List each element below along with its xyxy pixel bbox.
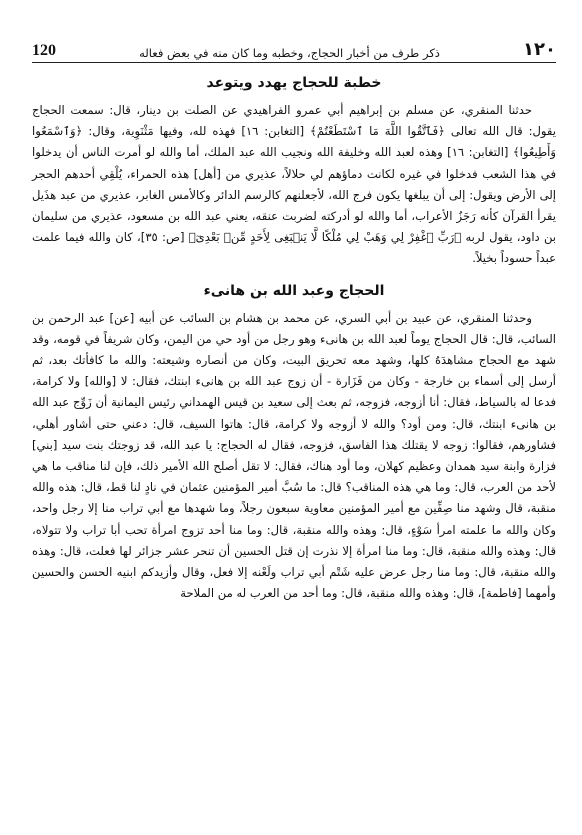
page-number-latin: 120 bbox=[32, 42, 56, 59]
section-text-hajjaj-speech: حدثنا المنقري، عن مسلم بن إبراهيم أبي عمرو الفراهيدي عن الصلت بن دينار، قال: سمعت الحجاج يقول: قال الله تعالى ﴿فَٱتَّقُوا اللَّهَ مَا ٱسْتَطَعْتُمْ﴾ [التغابن: ١٦] فهذه لله، وفيها مَثْنَوِية، وقال: ﴿وَٱسْمَعُوا وَأَطِيعُوا﴾ [التغابن: ١٦] وهذه لعبد الله وخليفة الله ونجيب الله عبد الملك، أما والله لو أمرت الناس أن يدخلوا في هذا الشعب فدخلوا في غيره لكانت دماؤهم لي حلالاً، عذيري من [أهل] هذه الحمراء، يُلْقِي أحدهم الحجر إلى الأرض ويقول: إلى أن يبلغها يكون فرج الله، لأجعلنهم كالرسم الدائر وكالأمس الغابر، عذيري من عبد هذَيل يقرأ القرآن كأنه رَجَزُ الأعراب، أما والله لو أدركته لضربت عنقه، يعني عبد الله بن مسعود، عذيري من سليمان بن داود، يقول لربه ﴿رَبِّ ٱغْفِرْ لِي وَهَبْ لِي مُلْكًا لَّا يَنۢبَغِى لِأَحَدٍ مِّنۢ بَعْدِىٓ﴾ [ص: ٣٥]، كان والله فيما علمت عبداً حسوداً بخيلاً. bbox=[32, 103, 557, 266]
page-number-arabic: ١٢٠ bbox=[523, 39, 556, 60]
section-heading-hajjaj-abdallah: الحجاج وعبد الله بن هانىء bbox=[203, 282, 385, 299]
section-heading-hajjaj-speech: خطبة للحجاج يهدد ويتوعد bbox=[206, 75, 382, 91]
page-body bbox=[32, 70, 556, 604]
section-text-hajjaj-abdallah: وحدثنا المنقري، عن عبيد بن أبي السري، عن محمد بن هشام بن السائب عن أبيه [عن] عبد الرحمن بن السائب، قال: قال الحجاج يوماً لعبد الله بن هانىء وهو رجل من أود حي من اليمن، وكان شريفاً في قومه، وقد شهد مع الحجاج مشاهدَهُ كلها، وشهد معه تحريق البيت، وكان من أنصاره وشيعته: والله ما كافأتك بعد، ثم أرسل إلى أسماء بن خارجة - وكان من فَزَارة - أن زوج عبد الله بن هانىء ابنتك، فقال: لا [والله] ولا كرامة، فدعا له بالسياط، فقال: أنا أزوجه، فزوجه، ثم بعث إلى سعيد بن قيس الهمداني رئيس اليمانية أن زَوِّج عبد الله بن هانىء ابنتك، قال: ومن أود؟ والله لا أزوجه ولا كرامة، قال: هاتوا السيف، قال: دعني حتى أشاور أهلي، فشاورهم، فقالوا: زوجه لا يقتلك هذا الفاسق، فزوجه، فقال له الحجاج: يا عبد الله، قد زوجتك بنت سيد [بني] فزارة وابنة سيد همدان وعظيم كهلان، وما أود هناك، فقال: لا تقل أصلح الله الأمير ذلك، فإن لنا مناقب ما هي لأحد من العرب، قال: وما هي هذه المناقب؟ قال: ما سُبَّ أمير المؤمنين عثمان في نادٍ لنا قط، قال: هذه والله منقبة، قال وشهد منا صِفِّين مع أمير المؤمنين معاوية سبعون رجلاً، وما شهدها مع أبي تراب منا إلا رجل واحد، وكان والله ما علمته امرأ سَوْءٍ، قال: وهذه والله منقبة، قال: وما منا أحد تزوج امرأة تحب أبا تراب ولا تتولاه، قال: وهذه والله منقبة، قال: وما منا امرأة إلا نذرت إن قتل الحسين أن تنحر عشر جزائر لها فعلت، قال: وهذه والله منقبة، قال: وما منا رجل عرض عليه شَتْم أبي تراب ولَعْنه إلا فعل، وقال وأزيدكم ابنيه الحسن والحسين وأمهما [فاطمة]، قال: وهذه والله منقبة، قال: وما أحد من العرب له من الملاحة bbox=[32, 310, 556, 601]
running-header bbox=[32, 36, 556, 63]
running-title: ذكر طرف من أخبار الحجاج، وخطبه وما كان منه في بعض فعاله bbox=[139, 46, 440, 60]
